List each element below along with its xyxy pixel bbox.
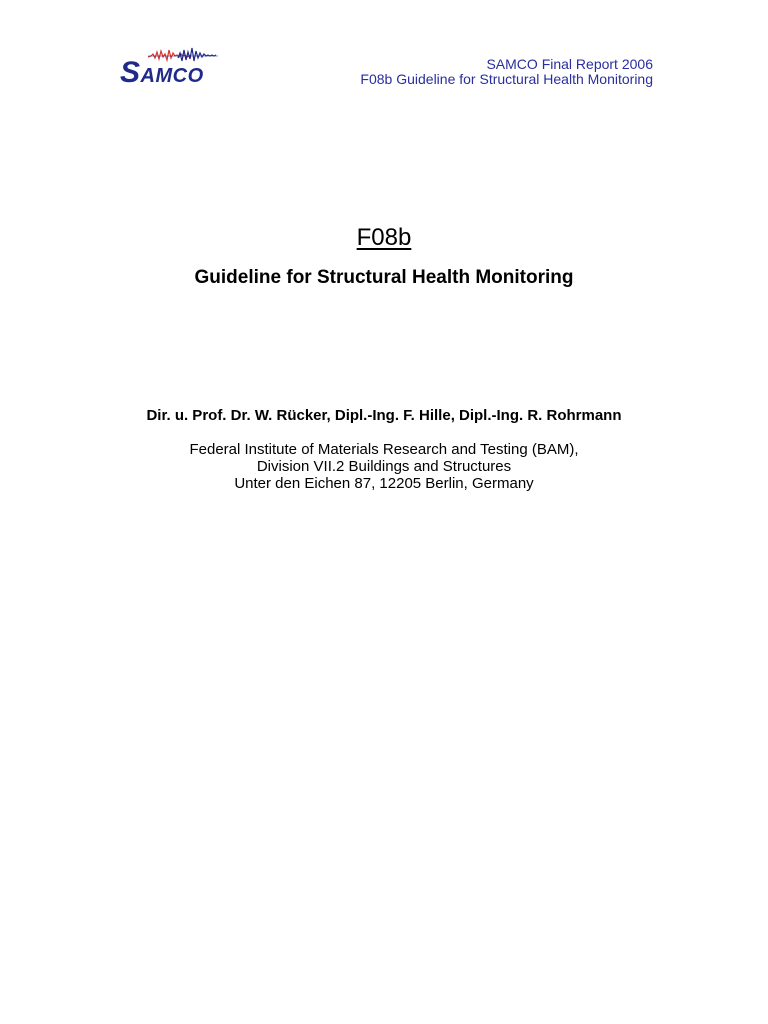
logo-letter-s: S — [120, 56, 141, 89]
running-header — [360, 57, 653, 87]
samco-logo — [118, 44, 220, 92]
logo-wordmark — [120, 56, 204, 90]
affiliation-block — [0, 441, 768, 492]
report-line: SAMCO Final Report 2006 — [486, 56, 653, 72]
document-title: Guideline for Structural Health Monitoring — [194, 267, 574, 288]
document-code-text: F08b — [356, 224, 412, 251]
document-code — [0, 223, 768, 253]
affiliation-line-address: Unter den Eichen 87, 12205 Berlin, Germany — [234, 475, 534, 492]
logo-letters-amco: AMCO — [140, 65, 204, 87]
authors-line: Dir. u. Prof. Dr. W. Rücker, Dipl.-Ing. F. Hille, Dipl.-Ing. R. Rohrmann — [146, 407, 622, 424]
header-subtitle: F08b Guideline for Structural Health Monitoring — [360, 71, 653, 87]
affiliation-line-division: Division VII.2 Buildings and Structures — [256, 458, 512, 475]
affiliation-line-institute: Federal Institute of Materials Research and Testing (BAM), — [189, 441, 579, 458]
